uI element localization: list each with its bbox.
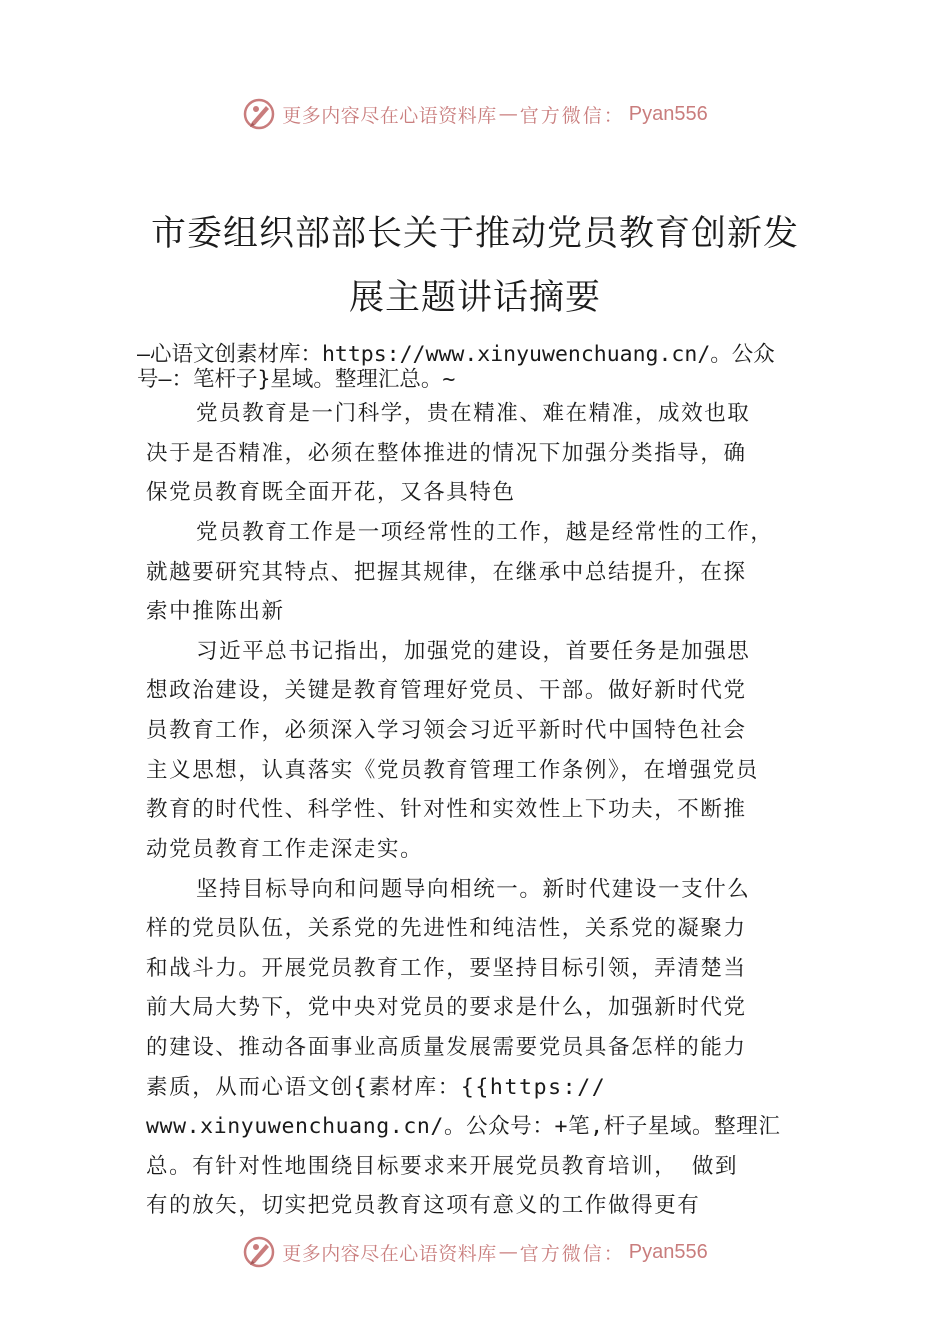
body-line: 动党员教育工作走深走实。 [146, 837, 424, 862]
body-line: 前大局大势下，党中央对党员的要求是什么，加强新时代党 [146, 995, 747, 1020]
body-line: 样的党员队伍，关系党的先进性和纯洁性，关系党的凝聚力 [146, 916, 747, 941]
body-line: 教育的时代性、科学性、针对性和实效性上下功夫，不断推 [146, 797, 747, 822]
banner-separator: — [498, 1241, 518, 1263]
body-line: 素质，从而心语文创{素材库：{{https:// [146, 1075, 607, 1100]
body-line: 党员教育是一门科学，贵在精准、难在精准，成效也取 [196, 401, 751, 426]
banner-wechat-label: 官方微信： [519, 104, 625, 127]
document-title-line-2: 展主题讲话摘要 [348, 278, 601, 318]
banner-text: 更多内容尽在心语资料库 [282, 1242, 497, 1265]
body-line: 的建设、推动各面事业高质量发展需要党员具备怎样的能力 [146, 1035, 747, 1060]
body-line: 员教育工作，必须深入学习领会习近平新时代中国特色社会 [146, 718, 747, 743]
body-line: 坚持目标导向和问题导向相统一。新时代建设一支什么 [196, 877, 751, 902]
header-banner [0, 94, 950, 134]
body-line: 主义思想，认真落实《党员教育管理工作条例》，在增强党员 [146, 758, 759, 783]
source-note-line-1: —心语文创素材库：https://www.xinyuwenchuang.cn/。公众 [137, 342, 775, 367]
body-line: 保党员教育既全面开花，又各具特色 [146, 480, 516, 505]
document-title-line-1: 市委组织部部长关于推动党员教育创新发 [150, 214, 799, 254]
body-line: 决于是否精准，必须在整体推进的情况下加强分类指导，确 [146, 441, 747, 466]
banner-wechat-id: Pyan556 [628, 1240, 708, 1263]
body-line: 习近平总书记指出，加强党的建设，首要任务是加强思 [196, 639, 751, 664]
body-line: 有的放矢，切实把党员教育这项有意义的工作做得更有 [146, 1193, 701, 1218]
source-note-line-2: 号—：笔杆子}星域。整理汇总。~ [137, 367, 456, 392]
pen-circle-logo-icon [242, 97, 276, 131]
banner-wechat-label: 官方微信： [519, 1242, 625, 1265]
body-line: 和战斗力。开展党员教育工作，要坚持目标引领，弄清楚当 [146, 956, 747, 981]
source-note [137, 342, 837, 392]
banner-separator: — [498, 103, 518, 125]
body-line: 就越要研究其特点、把握其规律，在继承中总结提升，在探 [146, 560, 747, 585]
body-line: 党员教育工作是一项经常性的工作，越是经常性的工作， [196, 520, 774, 545]
pen-circle-logo-icon [242, 1235, 276, 1269]
body-line: 总。有针对性地围绕目标要求来开展党员教育培训， 做到 [146, 1154, 739, 1179]
body-line: 索中推陈出新 [146, 599, 285, 624]
body-line: 想政治建设，关键是教育管理好党员、干部。做好新时代党 [146, 678, 747, 703]
body-line: www.xinyuwenchuang.cn/。公众号：+笔,杆子星域。整理汇 [146, 1114, 781, 1139]
banner-wechat-id: Pyan556 [628, 102, 708, 125]
banner-text: 更多内容尽在心语资料库 [282, 104, 497, 127]
footer-banner [0, 1232, 950, 1272]
